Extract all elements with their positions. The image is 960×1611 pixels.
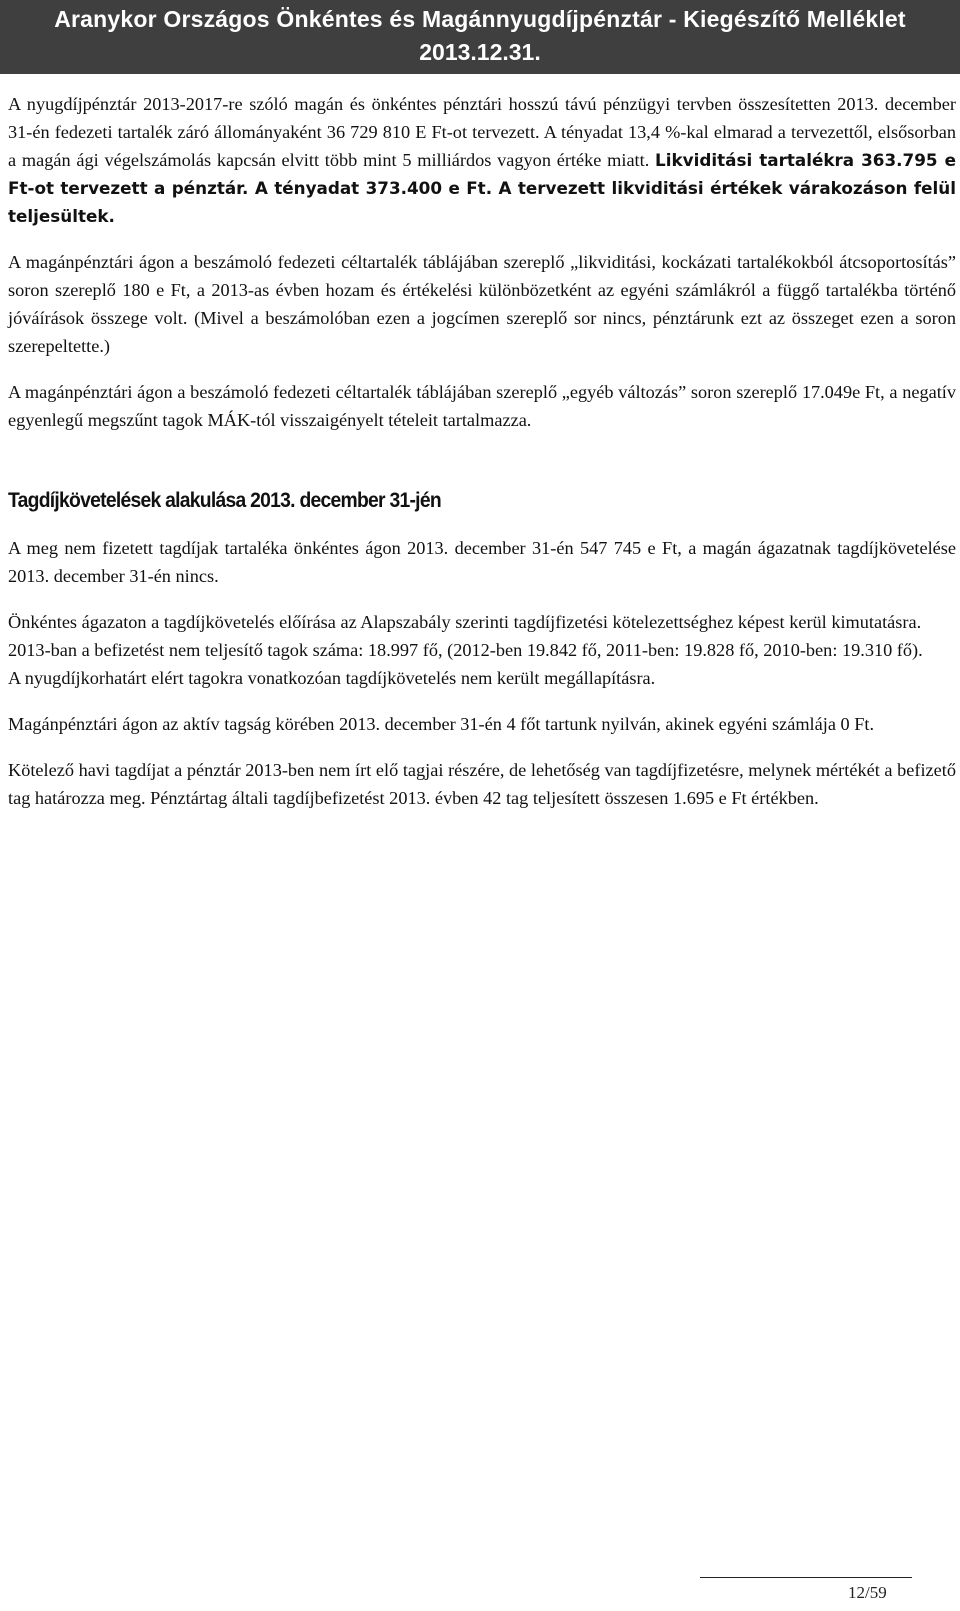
document-body: [8, 90, 956, 812]
footer-divider: [700, 1577, 912, 1578]
header-title: Aranykor Országos Önkéntes és Magánnyugdíjpénztár - Kiegészítő Melléklet: [54, 6, 906, 32]
page-header: [0, 0, 960, 74]
paragraph-private-branch: Magánpénztári ágon az aktív tagság körében 2013. december 31-én 4 főt tartunk nyilván, akinek egyéni számlája 0 Ft.: [8, 714, 875, 734]
page-number: 12/59: [848, 1583, 887, 1602]
paragraph-voluntary-branch: Önkéntes ágazaton a tagdíjkövetelés előírása az Alapszabály szerinti tagdíjfizetési kötelezettséghez képest kerül kimutatásra.: [8, 612, 922, 632]
paragraph-regrouping: A magánpénztári ágon a beszámoló fedezeti céltartalék táblájában szereplő „likviditási, kockázati tartalékokból átcsoportosítás” soron szereplő 180 e Ft, a 2013-as évben hozam és értékelési különbözetként az egyéni számlákról a függő tartalékba történő jóváírások összege volt. (Mivel a beszámolóban ezen a jogcímen szereplő sor nincs, pénztárunk ezt az összeget ezen a soron szerepeltette.): [8, 252, 956, 356]
header-date: 2013.12.31.: [419, 39, 541, 65]
paragraph-unpaid-fees: A meg nem fizetett tagdíjak tartaléka önkéntes ágon 2013. december 31-én 547 745 e Ft, a magán ágazatnak tagdíjkövetelése 2013. december 31-én nincs.: [8, 538, 956, 586]
paragraph-retirement-age: A nyugdíjkorhatárt elért tagokra vonatkozóan tagdíjkövetelés nem került megállapításra.: [8, 668, 656, 688]
paragraph-monthly-fee: Kötelező havi tagdíjat a pénztár 2013-ben nem írt elő tagjai részére, de lehetőség van tagdíjfizetésre, melynek mértékét a befizető tag határozza meg. Pénztártag általi tagdíjbefizetést 2013. évben 42 tag teljesített összesen 1.695 e Ft értékben.: [8, 760, 956, 808]
paragraph-plan: [8, 90, 956, 230]
paragraph-plan-text: A nyugdíjpénztár 2013-2017-re szóló magán és önkéntes pénztári hosszú távú pénzügyi tervben összesítetten 2013. december 31-én fedezeti tartalék záró állományaként 36 729 810 E Ft-ot tervezett. A tényadat 13,4 %-kal elmarad a tervezettől, elsősorban a magán ági végelszámolás kapcsán elvitt több mint 5 milliárdos vagyon értéke miatt.: [8, 94, 956, 170]
section-title: Tagdíjkövetelések alakulása 2013. december 31-jén: [8, 489, 441, 512]
paragraph-other-change: A magánpénztári ágon a beszámoló fedezeti céltartalék táblájában szereplő „egyéb változás” soron szereplő 17.049e Ft, a negatív egyenlegű megszűnt tagok MÁK-tól visszaigényelt tételeit tartalmazza.: [8, 382, 956, 430]
liquidity-reserve-statement: Likviditási tartalékra 363.795 e Ft-ot tervezett a pénztár. A tényadat 373.400 e Ft. A tervezett likviditási értékek várakozáson felül teljesültek.: [8, 150, 956, 226]
paragraph-non-paying-members: 2013-ban a befizetést nem teljesítő tagok száma: 18.997 fő, (2012-ben 19.842 fő, 2011-ben: 19.828 fő, 2010-ben: 19.310 fő).: [8, 640, 923, 660]
